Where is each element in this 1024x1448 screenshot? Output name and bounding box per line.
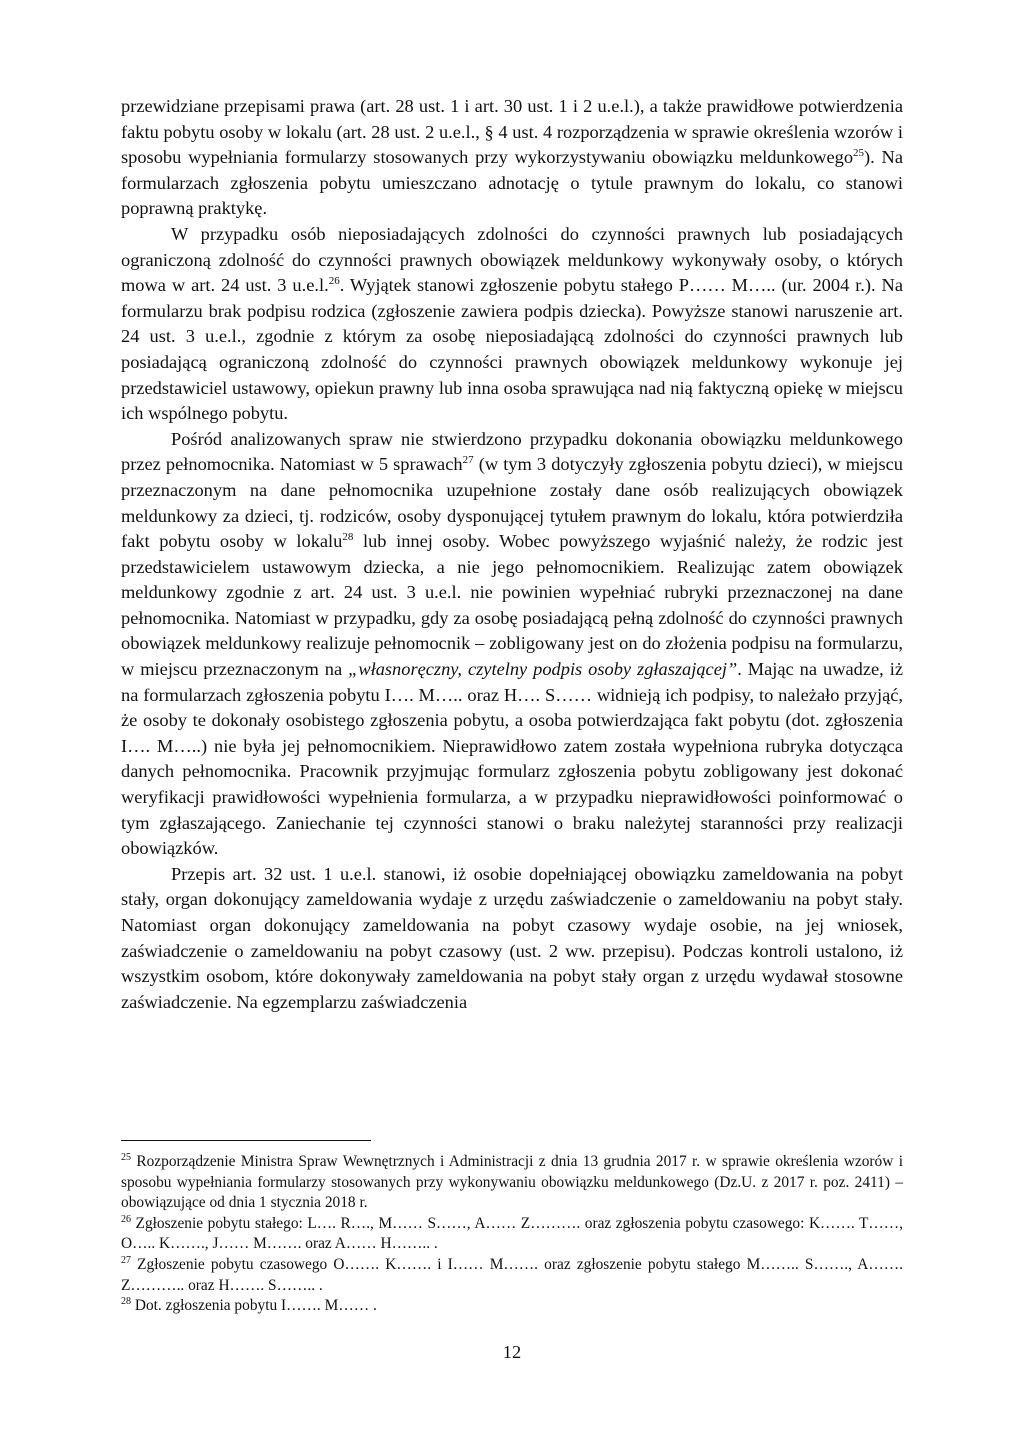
footnote-26: $^{26}$ Zgłoszenie pobytu stałego: L…. R…., M…… S……, A…… Z………. oraz zgłoszenia pobytu czasowego: K……. T……, O….. K……., J…… M……. oraz A…… H…….. . [121,1213,903,1253]
footnote-ref-26[interactable]: 26 [328,275,340,288]
footnote-ref-25[interactable]: 25 [853,147,865,160]
paragraph-2: W przypadku osób nieposiadających zdolności do czynności prawnych lub posiadających ograniczoną zdolność do czynności prawnych obowiązek meldunkowy wykonywały osoby, o których mowa w art. 24 ust. 3 u.e.l.$^{26}$. Wyjątek stanowi zgłoszenie pobytu stałego P…… M….. (ur. 2004 r.). Na formularzu brak podpisu rodzica (zgłoszenie zawiera podpis dziecka). Powyższe stanowi naruszenie art. 24 ust. 3 u.e.l., zgodnie z którym za osobę nieposiadającą zdolności do czynności prawnych lub posiadającą ograniczoną zdolność do czynności prawnych obowiązek meldunkowy wykonuje jej przedstawiciel ustawowy, opiekun prawny lub inna osoba sprawująca nad nią faktyczną opiekę w miejscu ich wspólnego pobytu. [121,223,903,424]
footnote-25: $^{25}$ Rozporządzenie Ministra Spraw Wewnętrznych i Administracji z dnia 13 grudnia 2017 r. w sprawie określenia wzorów i sposobu wypełniania formularzy stosowanych przy wykonywaniu obowiązku meldunkowego (Dz.U. z 2017 r. poz. 2411) – obowiązujące od dnia 1 stycznia 2018 r. [121,1151,903,1212]
paragraph-3: Pośród analizowanych spraw nie stwierdzono przypadku dokonania obowiązku meldunkowego przez pełnomocnika. Natomiast w 5 sprawach$^{27}$ (w tym 3 dotyczyły zgłoszenia pobytu dzieci), w miejscu przeznaczonym na dane pełnomocnika uzupełnione zostały dane osób realizujących obowiązek meldunkowy za dzieci, tj. rodziców, osoby dysponującej tytułem prawnym do lokalu, która potwierdziła fakt pobytu osoby w lokalu$^{28}$ lub innej osoby. Wobec powyższego wyjaśnić należy, że rodzic jest przedstawicielem ustawowym dziecka, a nie jego pełnomocnikiem. Realizując zatem obowiązek meldunkowy zgodnie z art. 24 ust. 3 u.e.l. nie powinien wypełniać rubryki przeznaczonej na dane pełnomocnika. Natomiast w przypadku, gdy za osobę posiadającą pełną zdolność do czynności prawnych obowiązek meldunkowy realizuje pełnomocnik – zobligowany jest on do złożenia podpisu na formularzu, w miejscu przeznaczonym na „własnoręczny, czytelny podpis osoby zgłaszającej”. Mając na uwadze, iż na formularzach zgłoszenia pobytu I…. M….. oraz H…. S…… widnieją ich podpisy, to należało przyjąć, że osoby te dokonały osobistego zgłoszenia pobytu, a osoba potwierdzająca fakt pobytu (dot. zgłoszenia I…. M…..) nie była jej pełnomocnikiem. Nieprawidłowo zatem została wypełniona rubryka dotycząca danych pełnomocnika. Pracownik przyjmując formularz zgłoszenia pobytu zobligowany jest dokonać weryfikacji prawidłowości wypełnienia formularza, a w przypadku nieprawidłowości poinformować o tym zgłaszającego. Zaniechanie tej czynności stanowi o braku należytej staranności przy realizacji obowiązków. [121,428,903,859]
document-body [121,94,903,1015]
footnote-ref-28[interactable]: 28 [342,530,354,543]
footnote-separator [121,1140,371,1141]
page-number: 12 [502,1342,522,1362]
quoted-form-label: „własnoręczny, czytelny podpis osoby zgłaszającej” [348,659,738,680]
footnotes [121,1152,903,1317]
paragraph-1: przewidziane przepisami prawa (art. 28 ust. 1 i art. 30 ust. 1 i 2 u.e.l.), a także prawidłowe potwierdzenia faktu pobytu osoby w lokalu (art. 28 ust. 2 u.e.l., § 4 ust. 4 rozporządzenia w sprawie określenia wzorów i sposobu wypełniania formularzy stosowanych przy wykorzystywaniu obowiązku meldunkowego$^{25}$). Na formularzach zgłoszenia pobytu umieszczano adnotację o tytule prawnym do lokalu, co stanowi poprawną praktykę. [121,96,904,219]
footnote-27: $^{27}$ Zgłoszenie pobytu czasowego O……. K……. i I…… M……. oraz zgłoszenie pobytu stałego M…….. S……., A……. Z……….. oraz H……. S…….. . [121,1254,903,1294]
footnote-28: $^{28}$ Dot. zgłoszenia pobytu I……. M…… . [121,1296,377,1315]
footnote-ref-27[interactable]: 27 [462,454,474,467]
paragraph-4: Przepis art. 32 ust. 1 u.e.l. stanowi, iż osobie dopełniającej obowiązku zameldowania na pobyt stały, organ dokonujący zameldowania wydaje z urzędu zaświadczenie o zameldowaniu na pobyt stały. Natomiast organ dokonujący zameldowania na pobyt czasowy wydaje osobie, na jej wniosek, zaświadczenie o zameldowaniu na pobyt czasowy (ust. 2 ww. przepisu). Podczas kontroli ustalono, iż wszystkim osobom, które dokonywały zameldowania na pobyt stały organ z urzędu wydawał stosowne zaświadczenie. Na egzemplarzu zaświadczenia [121,863,903,1012]
